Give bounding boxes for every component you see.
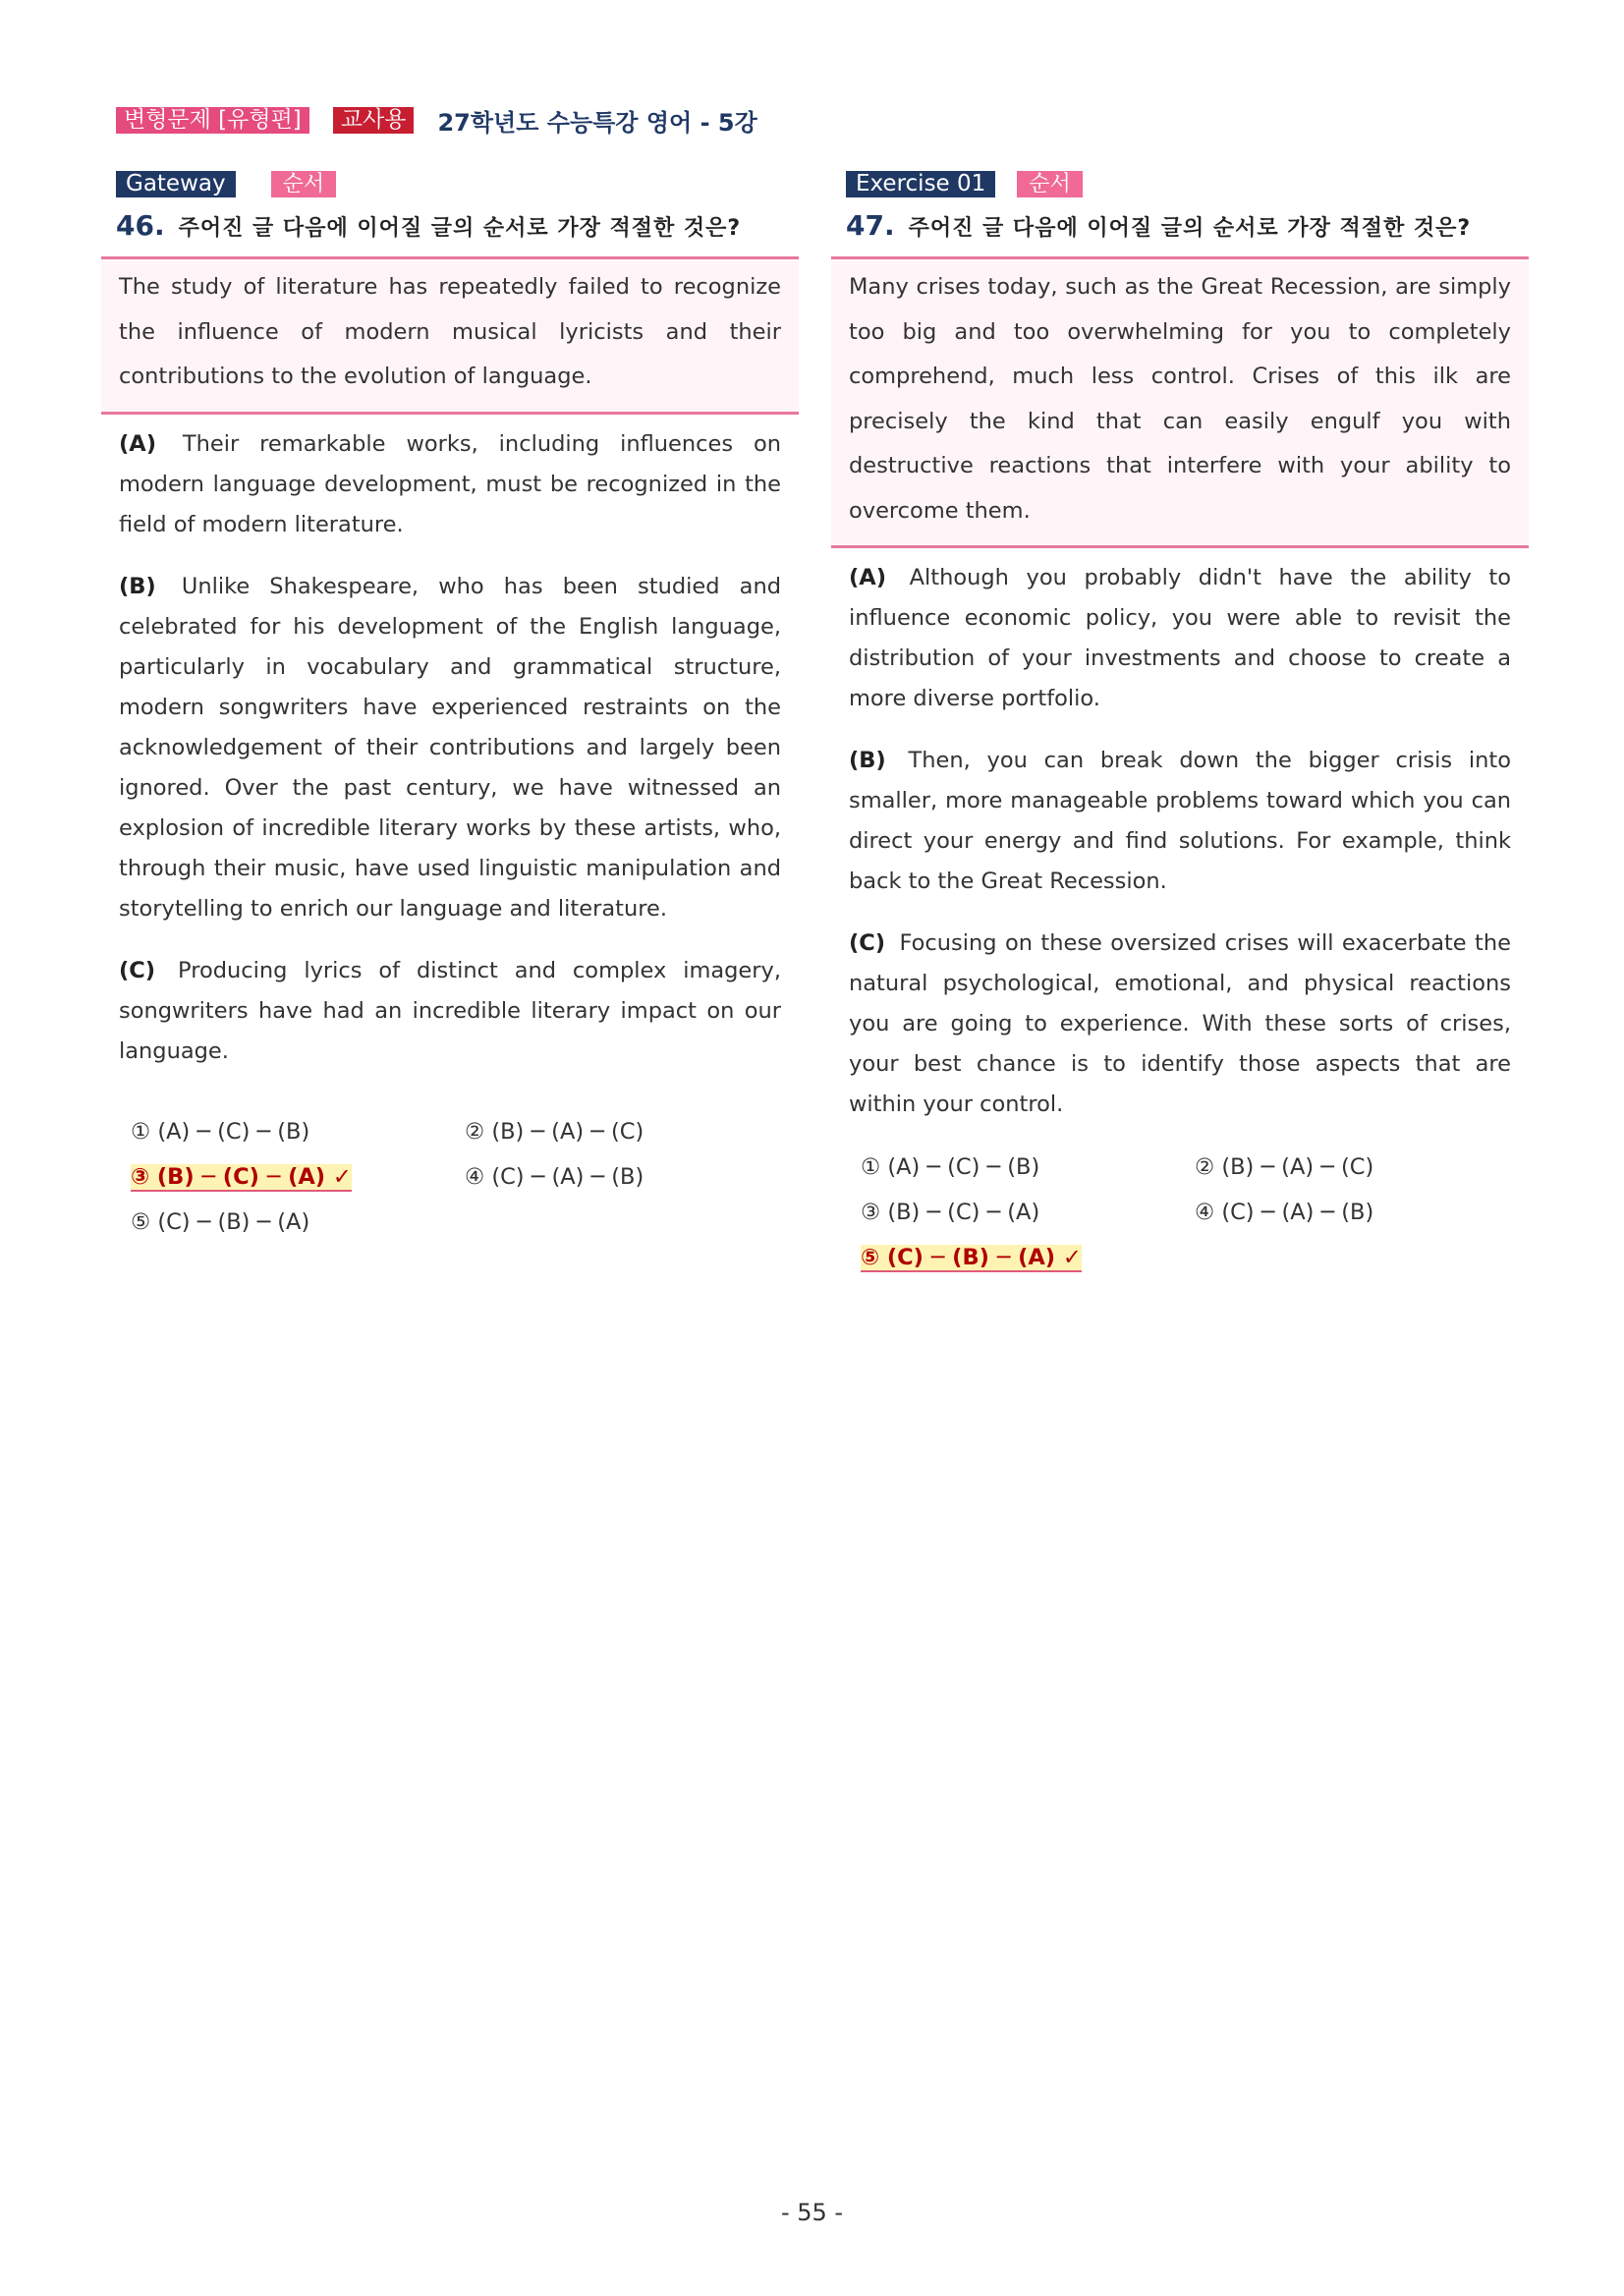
paragraph-mark: (A) [849,565,886,590]
paragraph-text: Then, you can break down the bigger crisis into smaller, more manageable problems toward which you can direct your energy and find solutions. For example, think back to the Great Recession. [849,748,1512,894]
paragraph-b [849,741,1511,902]
question-prompt [846,209,1529,243]
question-text: 주어진 글 다음에 이어질 글의 순서로 가장 적절한 것은? [908,216,1472,241]
paragraph-b [119,567,781,929]
paragraph-a [119,424,781,545]
paragraph-text: Their remarkable works, including influences on modern language development, must be recognized in the field of modern literature. [119,430,781,537]
paragraph-text: Focusing on these oversized crises will exacerbate the natural psychological, emotional, and physical reactions you are going to experience. With these sorts of crises, your best chance is to identify those aspects that are within your control. [849,930,1511,1117]
correct-answer-highlight: ⑤ (C) ─ (B) ─ (A) ✓ [861,1245,1082,1270]
choice-2[interactable]: ② (B) ─ (A) ─ (C) [465,1118,644,1145]
question-47-column [831,171,1529,1280]
paragraph-mark: (B) [119,573,156,599]
order-type-label: 순서 [271,171,337,197]
paragraph-c [849,924,1511,1125]
page-title: 27학년도 수능특강 영어 - 5강 [437,108,757,137]
gateway-label: Gateway [116,171,236,197]
paragraph-mark: (A) [119,430,156,457]
question-text: 주어진 글 다음에 이어질 글의 순서로 가장 적절한 것은? [178,216,742,241]
question-46-column [101,171,799,1245]
question-number: 46. [116,209,165,242]
category-tag: 변형문제 [유형편] [116,107,309,134]
choice-4[interactable]: ④ (C) ─ (A) ─ (B) [1195,1200,1374,1225]
answer-choices [131,1109,799,1245]
choice-2[interactable]: ② (B) ─ (A) ─ (C) [1195,1154,1374,1180]
given-passage: The study of literature has repeatedly failed to recognize the influence of modern musical lyricists and their contributions to the evolution of language. [101,256,799,415]
page-number: - 55 - [780,2199,844,2226]
page-header [116,104,757,136]
exercise-label: Exercise 01 [846,171,995,197]
choice-1[interactable]: ① (A) ─ (C) ─ (B) [131,1118,310,1145]
teacher-tag: 교사용 [333,107,415,134]
order-type-label: 순서 [1017,171,1083,197]
choice-3[interactable]: ③ (B) ─ (C) ─ (A) [861,1200,1040,1225]
paragraph-text: Although you probably didn't have the ability to influence economic policy, you were able to revisit the distribution of your investments and choose to create a more diverse portfolio. [849,565,1512,711]
paragraph-mark: (C) [849,930,886,956]
paragraph-text: Producing lyrics of distinct and complex imagery, songwriters have had an incredible literary impact on our language. [119,957,781,1064]
answer-choices [861,1145,1529,1280]
choice-5[interactable]: ⑤ (C) ─ (B) ─ (A) [131,1208,310,1235]
choice-1[interactable]: ① (A) ─ (C) ─ (B) [861,1154,1040,1180]
section-label-row [116,171,799,197]
question-prompt [116,209,799,243]
question-number: 47. [846,209,895,242]
paragraph-text: Unlike Shakespeare, who has been studied and celebrated for his development of the English language, particularly in vocabulary and grammatical structure, modern songwriters have experienced restraints on the acknowledgement of their contributions and largely been ignored. Over the past century, we have witnessed an explosion of incredible literary works by these artists, who, through their music, have used linguistic manipulation and storytelling to enrich our language and literature. [119,573,781,922]
correct-answer-highlight: ③ (B) ─ (C) ─ (A) ✓ [131,1163,352,1190]
choice-5[interactable] [861,1245,1195,1270]
paragraph-mark: (B) [849,748,886,773]
paragraph-mark: (C) [119,957,156,983]
choice-3[interactable] [131,1164,465,1190]
choice-4[interactable]: ④ (C) ─ (A) ─ (B) [465,1163,644,1190]
given-passage: Many crises today, such as the Great Recession, are simply too big and too overwhelming for you to completely comprehend, much less control. Crises of this ilk are precisely the kind that can easily engulf you with destructive reactions that interfere with your ability to overcome them. [831,256,1529,548]
section-label-row [846,171,1529,197]
paragraph-a [849,558,1511,719]
paragraph-c [119,951,781,1072]
